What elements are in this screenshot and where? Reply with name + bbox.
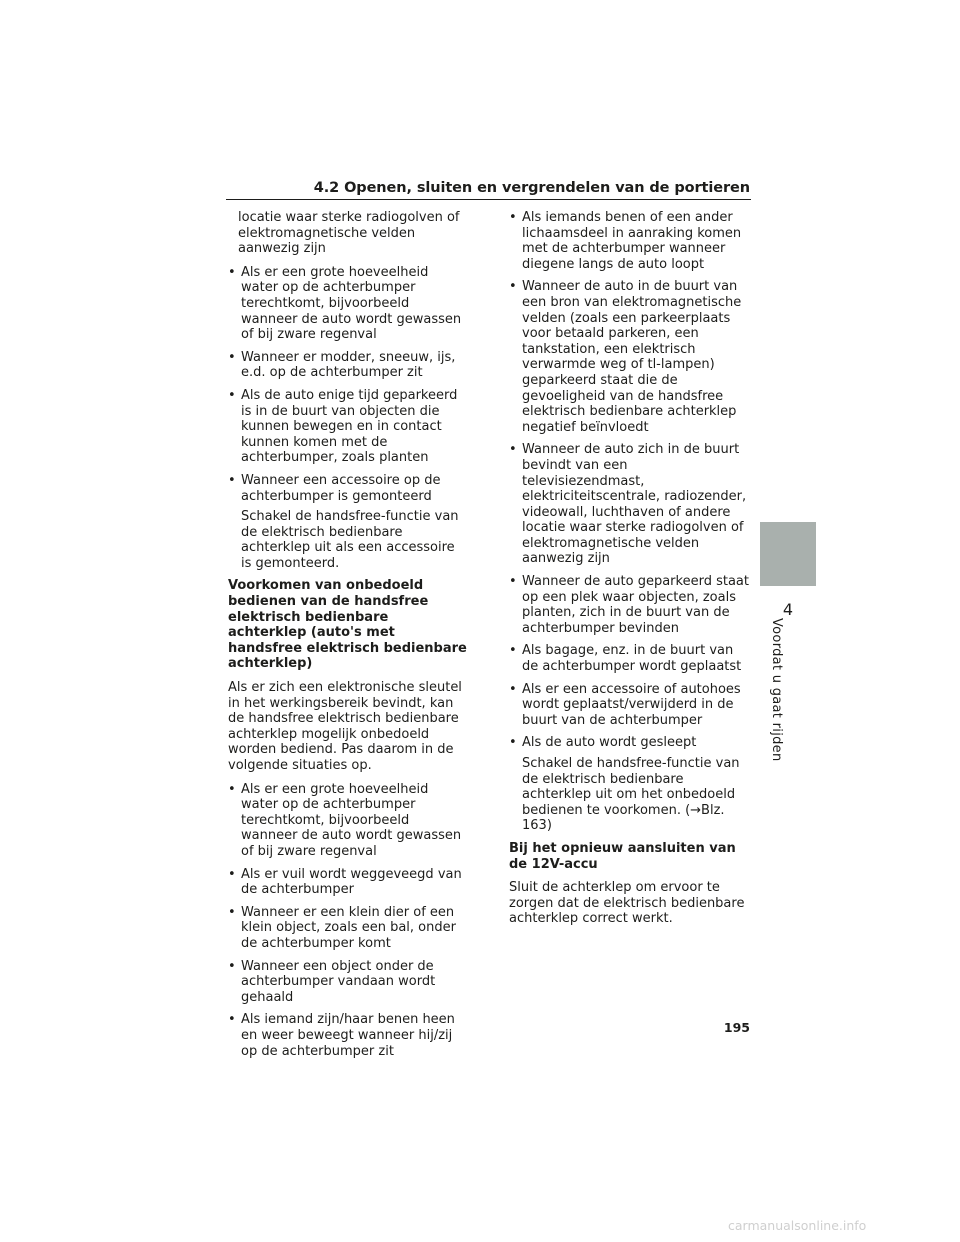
header-divider [226,199,751,200]
chapter-number: 4 [782,600,794,619]
list-item: • Wanneer een accessoire op de achterbumper is gemonteerd [228,472,441,504]
list-item: • Als bagage, enz. in de buurt van de achterbumper wordt geplaatst [509,643,742,675]
list-item: • Wanneer de auto zich in de buurt bevindt van een televisiezendmast, elektriciteitscentrale, radiozender, videowall, luchthaven of andere locatie waar sterke radiogolven of elektromagnetische velden aanwezig zijn [509,442,747,567]
list-item: • Wanneer een object onder de achterbumper vandaan wordt gehaald [228,958,436,1005]
chapter-tab [760,522,816,586]
list-item: • Als er een grote hoeveelheid water op de achterbumper terechtkomt, bijvoorbeeld wanneer de auto wordt gewassen of bij zware regenval [228,781,462,859]
right-column [509,210,749,935]
paragraph: locatie waar sterke radiogolven of elektromagnetische velden aanwezig zijn [238,210,460,257]
left-column [228,210,468,1066]
list-item-note: Schakel de handsfree-functie van de elektrisch bedienbare achterklep uit als een accessoire is gemonteerd. [241,509,459,571]
section-heading: Voorkomen van onbedoeld bedienen van de handsfree elektrisch bedienbare achterklep (auto's met handsfree elektrisch bedienbare achterklep) [228,578,467,672]
list-item-note: Schakel de handsfree-functie van de elektrisch bedienbare achterklep uit om het onbedoeld bedienen te voorkomen. (→Blz. 163) [522,756,740,834]
list-item: • Als de auto wordt gesleept [509,735,697,751]
list-item: • Als iemand zijn/haar benen heen en weer beweegt wanneer hij/zij op de achterbumper zit [228,1012,455,1059]
paragraph: Sluit de achterklep om ervoor te zorgen dat de elektrisch bedienbare achterklep correct werkt. [509,880,745,927]
list-item: • Wanneer er een klein dier of een klein object, zoals een bal, onder de achterbumper komt [228,904,456,951]
list-item: • Als de auto enige tijd geparkeerd is in de buurt van objecten die kunnen bewegen en in contact kunnen komen met de achterbumper, zoals planten [228,387,458,466]
paragraph: Als er zich een elektronische sleutel in het werkingsbereik bevindt, kan de handsfree elektrisch bedienbare achterklep mogelijk onbedoeld worden bediend. Pas daarom in de volgende situaties op. [228,680,462,773]
section-header: 4.2 Openen, sluiten en vergrendelen van de portieren [313,180,750,196]
list-item: • Wanneer de auto in de buurt van een bron van elektromagnetische velden (zoals een parkeerplaats voor betaald parkeren, een tankstation, een elektrisch verwarmde weg of tl-lampen) geparkeerd staat die de gevoeligheid van de handsfree elektrisch bedienbare achterklep negatief beïnvloedt [509,279,742,435]
chapter-title: Voordat u gaat rijden [769,618,784,762]
list-item: • Als iemands benen of een ander lichaamsdeel in aanraking komen met de achterbumper wanneer diegene langs de auto loopt [509,210,742,272]
section-heading: Bij het opnieuw aansluiten van de 12V-accu [509,840,736,872]
list-item: • Als er een grote hoeveelheid water op de achterbumper terechtkomt, bijvoorbeeld wanneer de auto wordt gewassen of bij zware regenval [228,264,462,343]
list-item: • Wanneer er modder, sneeuw, ijs, e.d. op de achterbumper zit [228,349,456,381]
list-item: • Als er een accessoire of autohoes wordt geplaatst/verwijderd in de buurt van de achterbumper [509,681,741,728]
list-item: • Wanneer de auto geparkeerd staat op een plek waar objecten, zoals planten, zich in de buurt van de achterbumper bevinden [509,574,749,636]
watermark: carmanualsonline.info [728,1218,867,1233]
list-item: • Als er vuil wordt weggeveegd van de achterbumper [228,866,462,898]
page-number: 195 [723,1020,750,1035]
